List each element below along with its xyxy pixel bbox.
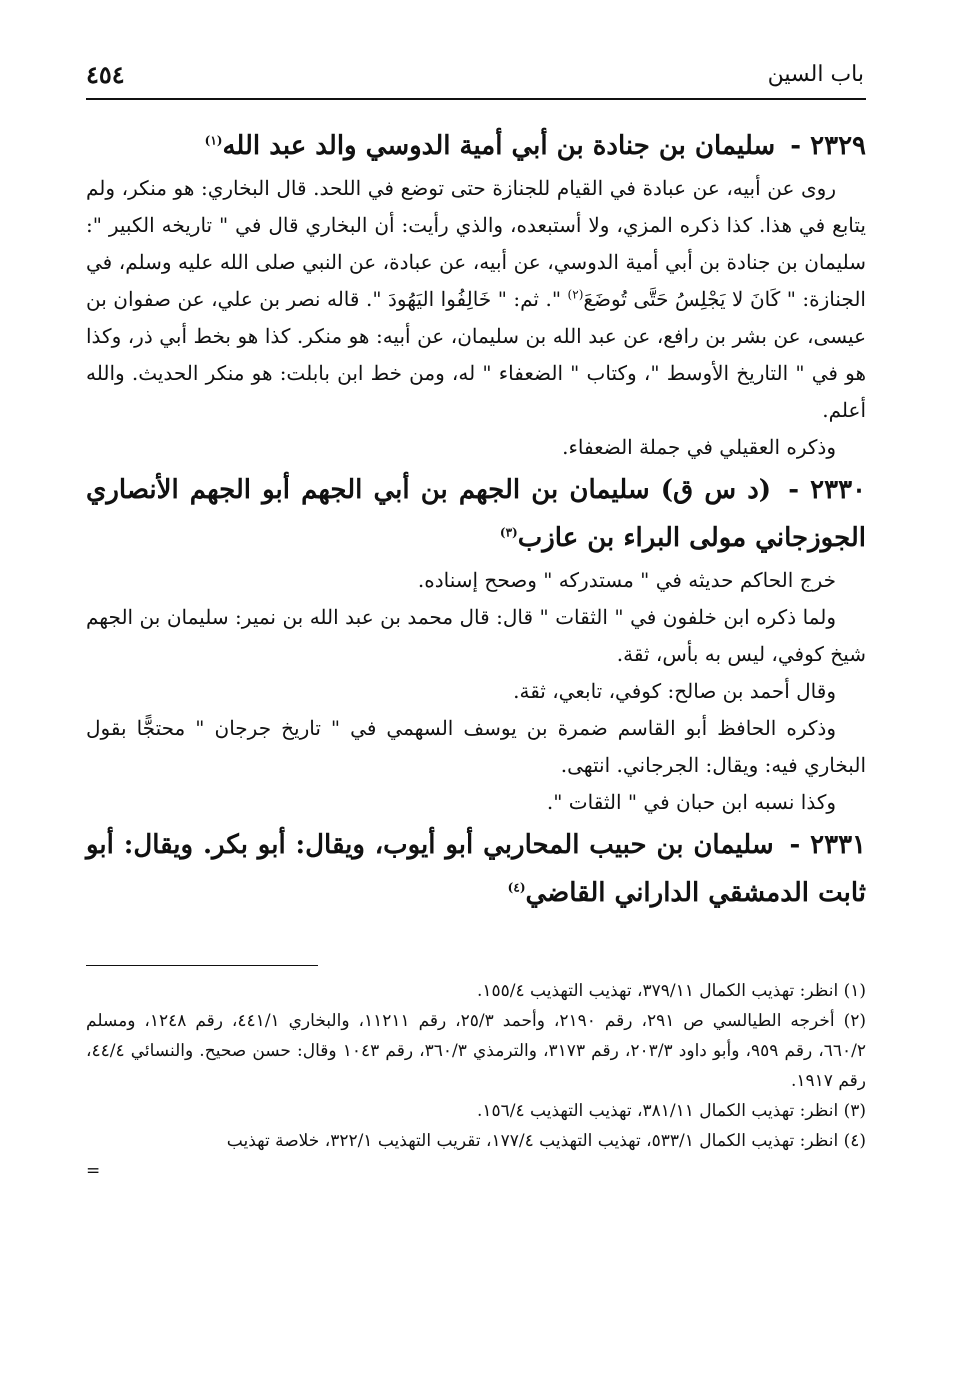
footnote: (٣) انظر: تهذيب الكمال ٣٨١/١١، تهذيب التهذيب ١٥٦/٤. <box>476 1101 866 1121</box>
entry-paragraph <box>86 170 866 429</box>
entry-paragraph: وقال أحمد بن صالح: كوفي، تابعي، ثقة. <box>513 679 836 703</box>
paragraph-text: ". ثم: " خَالِفُوا اليَهُودَ ". قاله نصر بن علي، عن صفوان بن عيسى، عن بشر بن رافع، عن عبد الله بن سليمان، عن أبيه: هو منكر. كذا هو بخط أبي ذر، وكذا هو في " التاريخ الأوسط "، وكتاب " الضعفاء " له، ومن خط ابن بابلت: هو منكر الحديث. والله أعلم. <box>86 287 866 422</box>
chapter-title: باب السين <box>767 62 864 87</box>
entry-title-2330 <box>86 466 866 562</box>
page-number: ٤٥٤ <box>86 60 125 89</box>
entry-title-2331 <box>86 821 866 917</box>
page-header <box>86 58 866 100</box>
entry-paragraph: ولما ذكره ابن خلفون في " الثقات " قال: قال محمد بن عبد الله بن نمير: سليمان بن الجهم شيخ كوفي، ليس به بأس، ثقة. <box>86 605 866 666</box>
paragraph-text: روى عن أبيه، عن عبادة في القيام للجنازة حتى توضع في اللحد. قال البخاري: هو منكر، ولم يتابع في هذا. كذا ذكره المزي، ولا أستبعده، والذي رأيت: أن البخاري قال في " تاريخه الكبير ": سليمان بن جنادة بن أبي أمية الدوسي، عن أبيه، عن عبادة، عن النبي صلى الله عليه وسلم، في الجنازة: " كَانَ لا يَجْلِسُ حَتَّى تُوضَعَ <box>86 176 866 311</box>
footnote-ref: (٢) <box>567 287 584 302</box>
footnote: (٤) انظر: تهذيب الكمال ٥٣٣/١، تهذيب التهذيب ١٧٧/٤، تقريب التهذيب ٣٢٢/١، خلاصة تهذيب <box>226 1131 866 1151</box>
footnote-ref: (١) <box>204 133 223 148</box>
footnote: (١) انظر: تهذيب الكمال ٣٧٩/١١، تهذيب التهذيب ١٥٥/٤. <box>476 981 866 1001</box>
entry-paragraph: خرج الحاكم حديثه في " مستدركه " وصحح إسناده. <box>417 568 836 592</box>
entry-number: ٢٣٣٠ - <box>788 475 866 505</box>
entry-heading-text: (د س ق) سليمان بن الجهم بن أبي الجهم أبو الجهم الأنصاري الجوزجاني مولى البراء بن عازب <box>86 475 866 553</box>
footnote: (٢) أخرجه الطيالسي ص ٢٩١، رقم ٢١٩٠، وأحمد ٢٥/٣، رقم ١١٢١١، والبخاري ٤٤١/١، رقم ١٢٤٨، ومسلم ٦٦٠/٢، رقم ٩٥٩، وأبو داود ٢٠٣/٣، رقم ٣١٧٣، والترمذي ٣٦٠/٣، رقم ١٠٤٣ وقال: حسن صحيح. والنسائي ٤٤/٤، رقم ١٩١٧. <box>86 1011 867 1091</box>
footnote-ref: (٣) <box>499 525 518 540</box>
entry-number: ٢٣٢٩ - <box>790 131 866 161</box>
entry-paragraph: وذكره الحافظ أبو القاسم ضمرة بن يوسف السهمي في " تاريخ جرجان " محتجًّا بقول البخاري فيه: ويقال: الجرجاني. انتهى. <box>86 716 866 777</box>
entry-paragraph: وكذا نسبه ابن حبان في " الثقات ". <box>546 790 836 814</box>
book-page <box>86 58 866 1186</box>
entry-paragraph: وذكره العقيلي في جملة الضعفاء. <box>562 435 836 459</box>
entry-number: ٢٣٣١ - <box>789 830 867 860</box>
entry-heading-text: سليمان بن جنادة بن أبي أمية الدوسي والد عبد الله <box>222 131 776 161</box>
entry-heading-text: سليمان بن حبيب المحاربي أبو أيوب، ويقال: أبو بكر. ويقال: أبو ثابت الدمشقي الداراني القاضي <box>86 830 866 908</box>
footnote-continuation-mark: = <box>86 1161 101 1181</box>
footnote-ref: (٤) <box>507 880 526 895</box>
footnotes-section <box>86 925 866 1186</box>
entry-title-2329 <box>86 122 866 170</box>
footnote-divider <box>86 965 318 966</box>
